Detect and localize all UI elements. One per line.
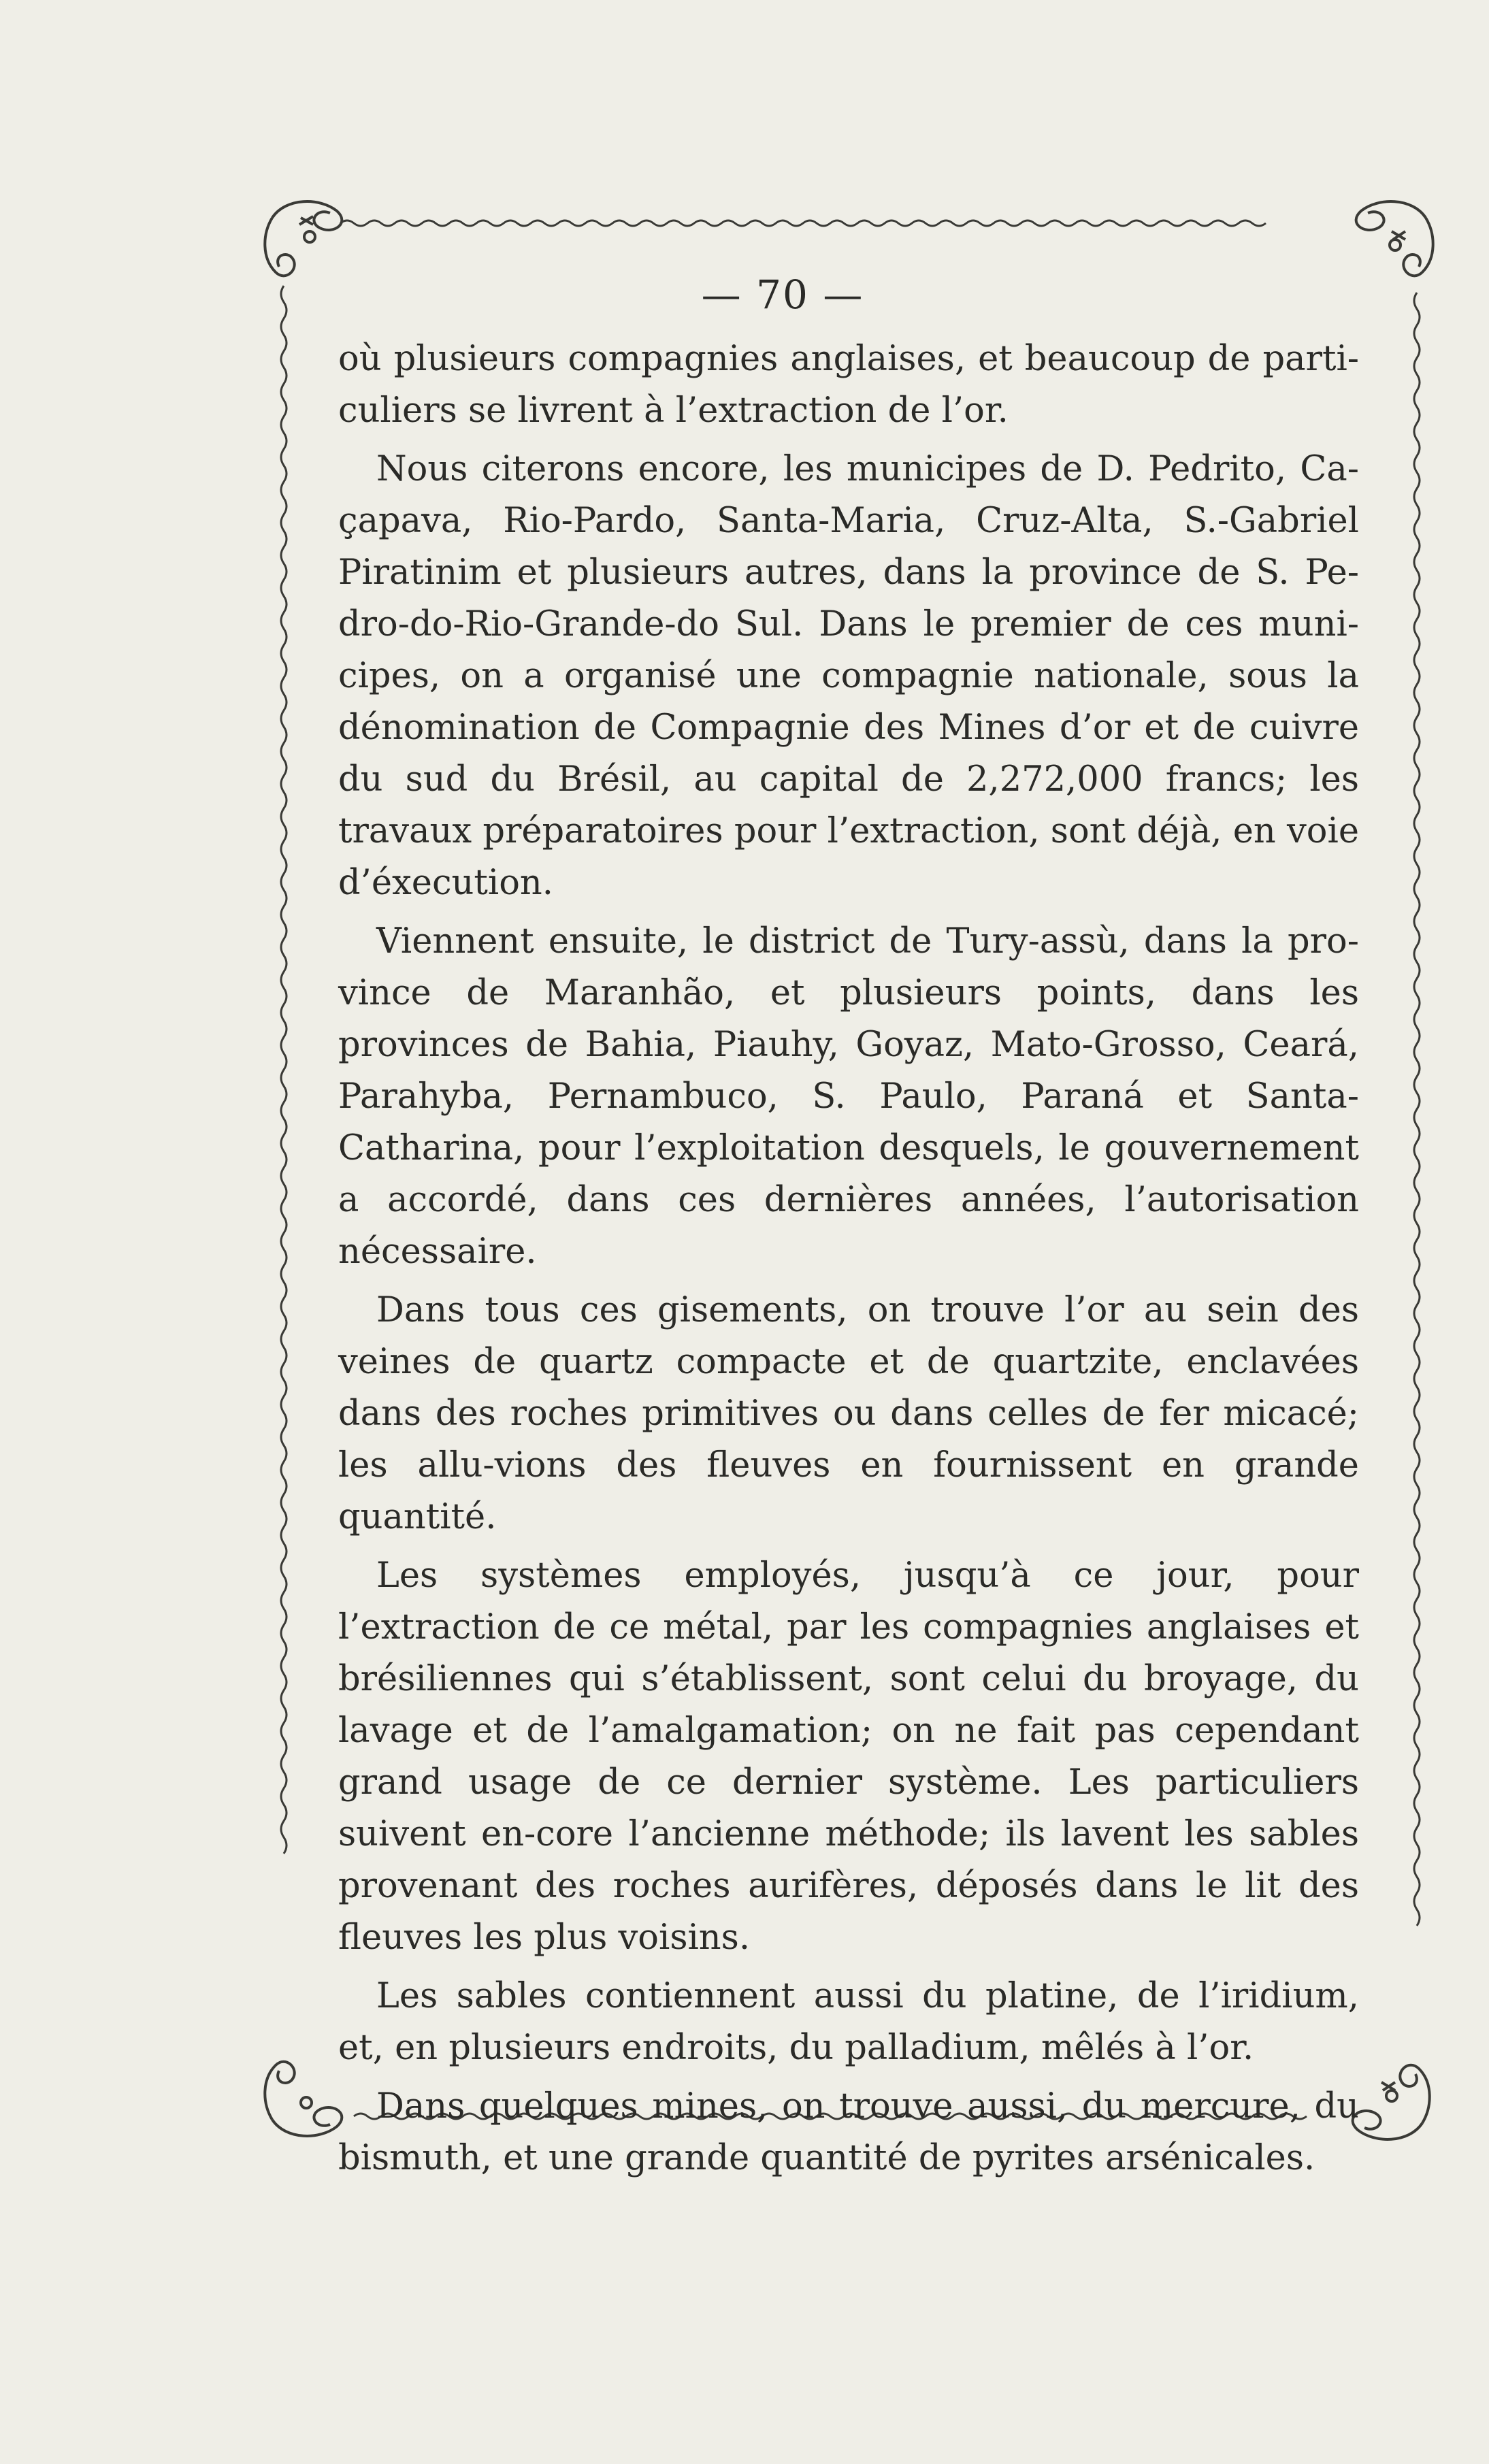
corner-flourish-bottom-left-icon [265,2062,342,2136]
top-border-rule [340,220,1266,226]
paragraph: Nous citerons encore, les municipes de D. Pedrito, Ca-çapava, Rio-Pardo, Santa-Maria, Cruz-Alta, S.-Gabriel Piratinim et plusieurs autres, dans la province de S. Pe-dro-do-Rio-Grande-do Sul. Dans le premier de ces muni-cipes, on a organisé une compagnie nationale, sous la dénomination de Compagnie des Mines d’or et de cuivre du sud du Brésil, au capital de 2,272,000 francs; les travaux préparatoires pour l’extraction, sont déjà, en voie d’éxecution. [338,449,1359,903]
corner-flourish-bottom-right-icon [1353,2065,1430,2139]
paragraph: Les systèmes employés, jusqu’à ce jour, pour l’extraction de ce métal, par les compagnies anglaises et brésiliennes qui s’établissent, sont celui du broyage, du lavage et de l’amalgamation; on ne fait pas cependant grand usage de ce dernier système. Les particuliers suivent en-core l’ancienne méthode; ils lavent les sables provenant des roches aurifères, déposés dans le lit des fleuves les plus voisins. [338,1556,1359,1958]
paragraph: Dans tous ces gisements, on trouve l’or au sein des veines de quartz compacte et de quartzite, enclavées dans des roches primitives ou dans celles de fer micacé; les allu-vions des fleuves en fournissent en grande quantité. [338,1290,1359,1537]
left-border-rule [281,286,287,1854]
body-text [338,333,1359,2191]
page-number: — 70 — [701,272,864,318]
paragraph: où plusieurs compagnies anglaises, et beaucoup de parti-culiers se livrent à l’extraction de l’or. [338,339,1359,431]
corner-flourish-top-left-icon [265,201,342,276]
corner-flourish-top-right-icon [1356,201,1433,276]
paragraph: Les sables contiennent aussi du platine, de l’iridium, et, en plusieurs endroits, du palladium, mêlés à l’or. [338,1976,1359,2068]
paragraph: Viennent ensuite, le district de Tury-assù, dans la pro-vince de Maranhão, et plusieurs points, dans les provinces de Bahia, Piauhy, Goyaz, Mato-Grosso, Ceará, Parahyba, Pernambuco, S. Paulo, Paraná et Santa-Catharina, pour l’exploitation desquels, le gouvernement a accordé, dans ces dernières années, l’autorisation nécessaire. [338,921,1359,1272]
right-border-rule [1414,293,1420,1926]
paragraph: Dans quelques mines, on trouve aussi, du mercure, du bismuth, et une grande quantité de pyrites arsénicales. [338,2086,1359,2178]
